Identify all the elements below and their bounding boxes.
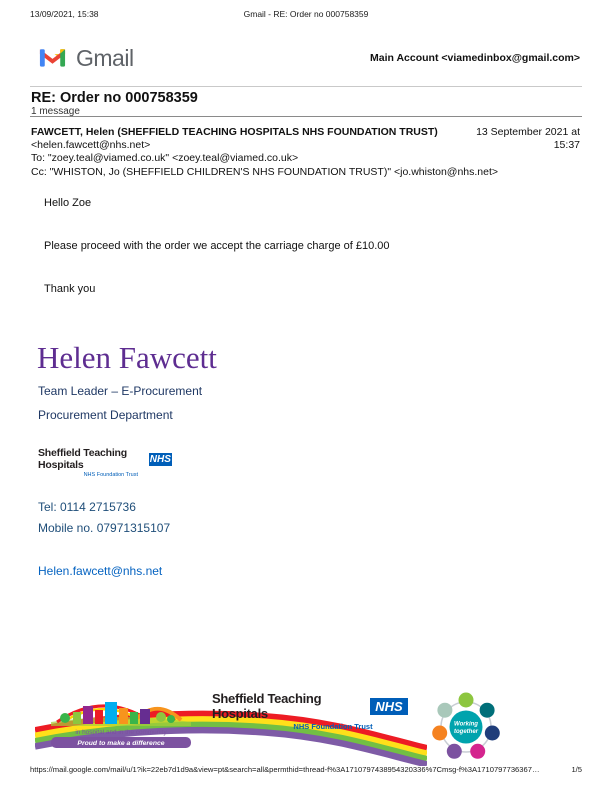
footer-banner [0,688,612,764]
signature-telephone: Tel: 0114 2715736 [38,500,136,514]
message-date-line1: 13 September 2021 at [476,126,580,138]
message-date-line2: 15:37 [553,139,580,152]
print-timestamp: 13/09/2021, 15:38 [30,9,99,19]
to-line: To: "zoey.teal@viamed.co.uk" <zoey.teal@viamed.co.uk> [31,152,299,165]
footer-nhs-trust-name: NHS Foundation Trust [293,722,373,731]
nhs-box-icon: NHS [149,453,171,465]
footer-nhs-box-icon: NHS [370,698,408,715]
gmail-wordmark: Gmail [76,45,134,71]
signature-nhs-trust-name: NHS Foundation Trust [83,472,138,478]
divider-subject [30,116,582,117]
gmail-m-icon [38,45,67,72]
circle-text-line1: Working [454,721,478,728]
email-subject: RE: Order no 000758359 [31,90,198,106]
message-count: 1 message [31,106,80,117]
body-text: Please proceed with the order we accept the carriage charge of £10.00 [44,240,390,252]
working-together-logo [428,690,504,767]
print-url: https://mail.google.com/mail/u/1?ik=22eb7d1d9a&view=pt&search=all&permthid=thread-f%3A1710797438954320336%7Cmsg-f%3A1710797736367… [30,765,540,774]
print-header [30,9,582,21]
ribbon-text: Proud to make a difference [77,740,165,747]
print-footer [30,765,582,774]
gmail-header-row [38,45,580,73]
cc-line: Cc: "WHISTON, Jo (SHEFFIELD CHILDREN'S NHS FOUNDATION TRUST)" <jo.whiston@nhs.net> [31,165,499,178]
sender-email: <helen.fawcett@nhs.net> [31,139,151,152]
signature-mobile: Mobile no. 07971315107 [38,521,171,535]
message-header [31,126,580,179]
circle-text-line2: together [454,729,478,735]
community-text: in hospital and in the community [75,729,167,736]
footer-nhs-logo [212,691,408,731]
footer-nhs-org-name: Sheffield Teaching Hospitals [212,691,322,721]
community-illustration [35,690,207,757]
body-greeting: Hello Zoe [44,197,92,209]
divider-top [30,86,582,87]
sender-name: FAWCETT, Helen (SHEFFIELD TEACHING HOSPITALS NHS FOUNDATION TRUST) [31,126,438,138]
signature-nhs-org-name: Sheffield Teaching Hospitals [38,447,127,471]
message-date [476,126,580,152]
print-title: Gmail - RE: Order no 000758359 [243,9,369,19]
signature-email-link[interactable]: Helen.fawcett@nhs.net [38,564,163,578]
account-identity: Main Account <viamedinbox@gmail.com> [370,52,580,64]
signature-job-title: Team Leader – E-Procurement [38,384,203,398]
signature-nhs-logo [38,447,172,478]
signature-department: Procurement Department [38,408,173,422]
body-closing: Thank you [44,283,96,295]
signature-name: Helen Fawcett [37,340,217,375]
print-page-number: 1/5 [571,765,582,774]
